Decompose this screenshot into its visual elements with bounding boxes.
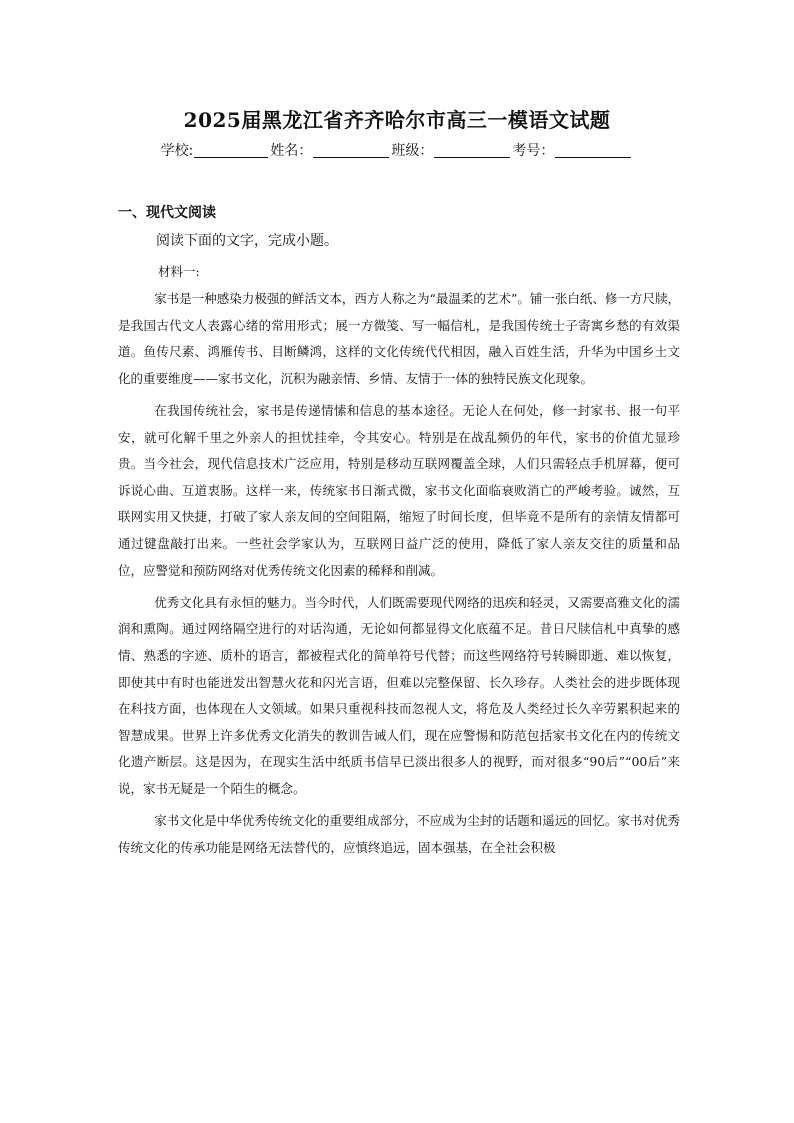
name-blank[interactable] bbox=[313, 143, 389, 158]
passage-paragraph-2: 在我国传统社会，家书是传递情愫和信息的基本途径。无论人在何处，修一封家书、报一句平安，就可化解千里之外亲人的担忧挂牵，令其安心。特别是在战乱频仍的年代，家书的价值尤显珍贵。当今社会，现代信息技术广泛应用，特别是移动互联网覆盖全球，人们只需轻点手机屏幕，便可诉说心曲、互道衷肠。这样一来，传统家书日渐式微，家书文化面临衰败消亡的严峻考验。诚然，互联网实用又快捷，打破了家人亲友间的空间阻隔，缩短了时间长度，但毕竟不是所有的亲情友情都可通过键盘敲打出来。一些社会学家认为，互联网日益广泛的使用，降低了家人亲友交往的质量和品位，应警觉和预防网络对优秀传统文化因素的稀释和削减。 bbox=[118, 402, 680, 578]
exam-number-blank[interactable] bbox=[555, 143, 631, 158]
school-blank[interactable] bbox=[194, 143, 268, 158]
passage-paragraph-4: 家书文化是中华优秀传统文化的重要组成部分，不应成为尘封的话题和遥远的回忆。家书对优秀传统文化的传承功能是网络无法替代的，应慎终追远，固本强基，在全社会积极 bbox=[118, 813, 680, 855]
student-info-line bbox=[0, 140, 794, 160]
class-blank[interactable] bbox=[434, 143, 510, 158]
passage-body bbox=[118, 286, 680, 867]
name-label: 姓名： bbox=[270, 143, 313, 159]
section-heading: 一、现代文阅读 bbox=[118, 205, 216, 221]
exam-number-label: 考号： bbox=[512, 143, 555, 159]
class-label: 班级： bbox=[391, 143, 434, 159]
passage-paragraph-1: 家书是一种感染力极强的鲜活文本，西方人称之为“最温柔的艺术”。铺一张白纸、修一方尺牍，是我国古代文人表露心绪的常用形式；展一方微笺、写一幅信札，是我国传统士子寄寓乡愁的有效渠道。鱼传尺素、鸿雁传书、目断鳞鸿，这样的文化传统代代相因，融入百姓生活，升华为中国乡土文化的重要维度——家书文化，沉积为融亲情、乡情、友情于一体的独特民族文化现象。 bbox=[118, 291, 680, 386]
reading-instruction: 阅读下面的文字，完成小题。 bbox=[156, 233, 338, 249]
school-label: 学校: bbox=[160, 143, 194, 159]
passage-paragraph-3: 优秀文化具有永恒的魅力。当今时代，人们既需要现代网络的迅疾和轻灵，又需要高雅文化的濡润和熏陶。通过网络隔空进行的对话沟通，无论如何都显得文化底蕴不足。昔日尺牍信札中真挚的感情、熟悉的字迹、质朴的语言，都被程式化的简单符号代替；而这些网络符号转瞬即逝、难以恢复，即使其中有时也能迸发出智慧火花和闪光言语，但难以完整保留、长久珍存。人类社会的进步既体现在科技方面，也体现在人文领域。如果只重视科技而忽视人文，将危及人类经过长久辛劳累积起来的智慧成果。世界上许多优秀文化消失的教训告诫人们，现在应警惕和防范包括家书文化在内的传统文化遗产断层。这是因为，在现实生活中纸质书信早已淡出很多人的视野，而对很多“90后”“00后”来说，家书无疑是一个陌生的概念。 bbox=[118, 594, 680, 796]
exam-title: 2025届黑龙江省齐齐哈尔市高三一模语文试题 bbox=[183, 108, 611, 132]
material-label: 材料一: bbox=[158, 264, 200, 279]
